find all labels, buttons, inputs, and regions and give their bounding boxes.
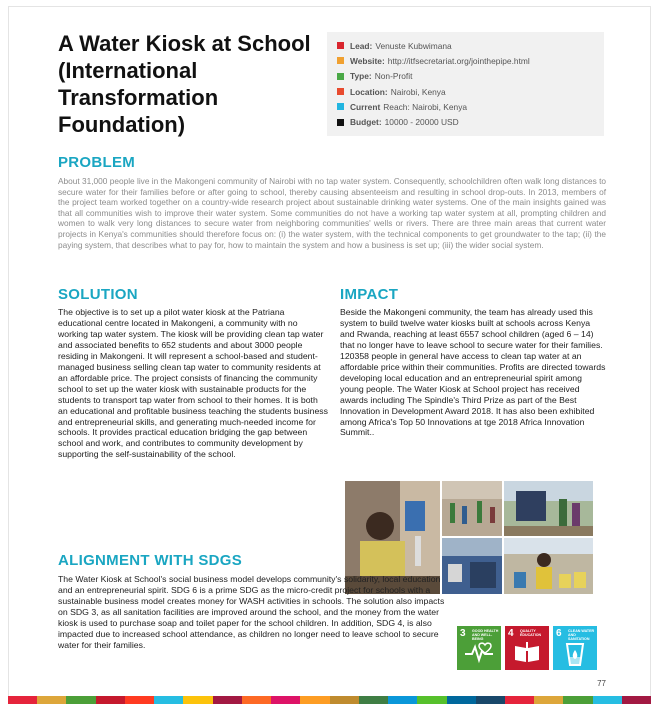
color-bar-segment [213,696,242,704]
sdg-3-tile: 3 GOOD HEALTH AND WELL-BEING [457,626,501,670]
color-bar-segment [388,696,417,704]
bullet-square [337,119,344,126]
school-yard-photo [442,481,502,536]
color-bar-segment [417,696,446,704]
problem-heading: PROBLEM [58,154,136,171]
website-link[interactable]: http://itfsecretariat.org/jointhepipe.html [387,55,530,66]
sdgs-heading: ALIGNMENT WITH SDGS [58,552,243,569]
solution-heading: SOLUTION [58,286,138,303]
color-bar-segment [359,696,388,704]
kiosk-building-photo [442,538,502,594]
bullet-square [337,103,344,110]
bullet-square [337,88,344,95]
color-bar-segment [125,696,154,704]
bullet-square [337,73,344,80]
color-bar-segment [154,696,183,704]
impact-text: Beside the Makongeni community, the team has already used this system to build twelve water kiosks built at schools across Kenya and Rwanda, reaching at least 6557 school children (aged 6 – 14) that no longer have to leave school to secure water for their families. 120358 people in general have access to clean tap water at an affordable price within their communities. Profits are directed towards developing local education and an entrepreneurial spirit among young people. The Water Kiosk at School project has received awards including The Spindle's Third Prize as part of the Best Innovation in Development Award 2018. It has also been exhibited among Africa's Top 50 Innovations at tge 2018 Africa Innovation Summit.. [340,307,606,438]
color-bar-segment [534,696,563,704]
info-budget: Budget: 10000 - 20000 USD [337,114,594,129]
color-bar-segment [447,696,476,704]
color-bar-segment [96,696,125,704]
problem-text: About 31,000 people live in the Makongeni community of Nairobi with no tap water system. Consequently, schoolchildren often walk long distances to secure water for their families before or after going to school, thereby causing absenteeism and resulting in school drop-outs. In 2013, members of the project team worked together on a country-wide research project about sustainable drinking water systems. One of the main insights gained was that all communities wish to improve their water system. Some communities do not have a working tap water system at all, prompting children and women to walk very long distances to secure water from neighboring communities' wells or rivers. There are three main areas that current water projects in Kenya's communities should therefore focus on: (i) the water system, with the technical components to get groundwater to the tap; (ii) the paying system, that describes what to pay for, how to maintain the system and how a business is set up; (iii) the wider social system. [58,176,606,250]
info-lead: Lead: Venuste Kubwimana [337,38,594,53]
color-bar-segment [66,696,95,704]
bullet-square [337,57,344,64]
color-bar-segment [563,696,592,704]
info-type: Type: Non-Profit [337,69,594,84]
bullet-square [337,42,344,49]
color-bar-segment [330,696,359,704]
info-reach: Current Reach: Nairobi, Kenya [337,99,594,114]
color-bar-segment [593,696,622,704]
water-glass-icon [561,642,589,666]
solution-text: The objective is to set up a pilot water kiosk at the Patriana educational centre located in Makongeni, a community with no working tap water system. The kiosk will be providing clean tap water and associated benefits to 652 students and about 3000 people residing in Makongeni. It will represent a school-based and student-managed business selling clean tap water to community residents at an affordable price. The project consists of financing the community school to set up the water kiosk with sustainable products for the students to transport tap water from school to their homes. It is both an educational and profitable business teaching the students business and entrepreneurial skills, and generating much-needed income for schools. It provides practical education bridging the gap between school and work, and contributes to community development by supporting the self-sustainability of the school. [58,307,328,460]
color-bar-segment [183,696,212,704]
page-title: A Water Kiosk at School (International Transformation Foundation) [58,31,311,137]
sdg-6-tile: 6 CLEAN WATER AND SANITATION [553,626,597,670]
color-bar-segment [622,696,651,704]
sdg-icons [457,626,597,670]
color-bar-segment [300,696,329,704]
project-info-box [327,32,604,136]
color-bar-segment [37,696,66,704]
color-bar-segment [271,696,300,704]
color-bar-segment [242,696,271,704]
color-bar-segment [505,696,534,704]
sdg-4-tile: 4 QUALITY EDUCATION [505,626,549,670]
info-location: Location: Nairobi, Kenya [337,84,594,99]
students-with-containers-photo [504,538,593,594]
book-icon [513,642,541,664]
sdgs-text: The Water Kiosk at School's social business model develops community's solidarity, local education and an entrepreneurial spirit. SDG 6 is a prime SDG as the micro-credit project for schools with a sustainable business model creates money for WASH activities in schools. The solution also impacts on SDG 3, as all sanitation facilities are improved around the school, and the money from the water kiosk is used to purchase soap and toilet paper for the school children. In addition, SDG 4, is also impacted due to increased school attendance, as children no longer need to leave school to secure water for their families. [58,574,445,650]
color-bar-segment [476,696,505,704]
impact-heading: IMPACT [340,286,399,303]
heartbeat-icon [465,642,493,664]
color-bar-segment [8,696,37,704]
sdg-color-bar [8,696,651,704]
water-tank-photo [504,481,593,536]
info-website: Website: http://itfsecretariat.org/jointhepipe.html [337,53,594,68]
page-number: 77 [597,679,606,688]
